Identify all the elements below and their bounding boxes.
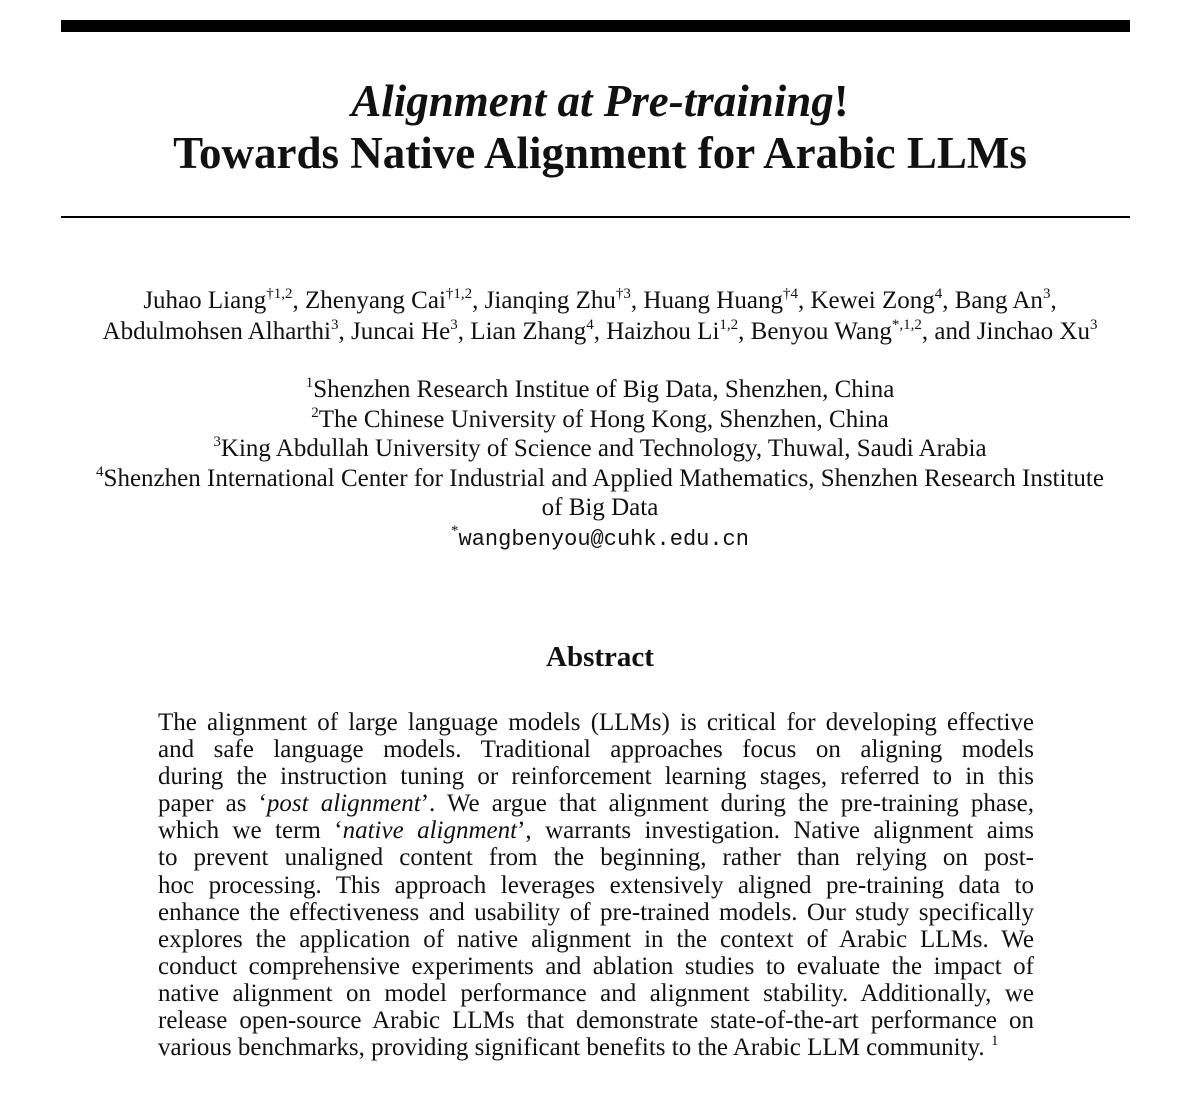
abstract-line: native alignment on model performance and alignment stability. Additionally, we: [158, 979, 1034, 1007]
title-line-1: Alignment at Pre-training!: [351, 76, 849, 126]
abstract-line: to prevent unaligned content from the beginning, rather than relying on post-: [158, 844, 1034, 872]
term-post-alignment: post alignment: [266, 790, 421, 818]
abstract-line: and safe language models. Traditional approaches focus on aligning models: [158, 736, 1034, 764]
abstract-body: [158, 709, 1034, 1061]
footnote-mark[interactable]: 1: [990, 1033, 999, 1050]
term-native-alignment: native alignment: [342, 817, 518, 845]
abstract-line: explores the application of native alignment in the context of Arabic LLMs. We: [158, 925, 1034, 953]
author-line-1: Juhao Liang$^{\dagger 1,2}$, Zhenyang Cai$^{\dagger 1,2}$, Jianqing Zhu$^{\dagger 3}$, Huang Huang$^{\dagger 4}$, Kewei Zong$^4$, Bang An$^3$,: [143, 286, 1057, 314]
title-rule: [61, 216, 1130, 218]
abstract-line: conduct comprehensive experiments and ablation studies to evaluate the impact of: [158, 952, 1034, 980]
affiliation-4: $^4$Shenzhen International Center for Industrial and Applied Mathematics, Shenzhen Research Institute: [96, 463, 1104, 492]
contact-email: *wangbenyou@cuhk.edu.cn: [451, 522, 749, 552]
abstract-heading: Abstract: [546, 641, 654, 673]
author-list: [0, 285, 1200, 347]
abstract-line: during the instruction tuning or reinforcement learning stages, referred to in this: [158, 763, 1034, 791]
affiliation-3: $^3$King Abdullah University of Science and Technology, Thuwal, Saudi Arabia: [213, 434, 987, 462]
abstract-line: release open-source Arabic LLMs that demonstrate state-of-the-art performance on: [158, 1007, 1034, 1035]
affiliations: [0, 375, 1200, 554]
affiliation-4-continued: of Big Data: [541, 494, 659, 521]
abstract-line: which we term ‘native alignment’, warrants investigation. Native alignment aims: [158, 817, 1034, 845]
affiliation-1: $^1$Shenzhen Research Institue of Big Data, Shenzhen, China: [305, 375, 895, 403]
top-rule: [61, 20, 1130, 32]
abstract-line: various benchmarks, providing significant benefits to the Arabic LLM community. $^1$: [158, 1033, 999, 1062]
abstract-line: The alignment of large language models (LLMs) is critical for developing effective: [158, 709, 1034, 736]
title-line-2: Towards Native Alignment for Arabic LLMs: [173, 128, 1027, 178]
paper-title: [0, 75, 1200, 179]
abstract-line: enhance the effectiveness and usability of pre-trained models. Our study specifically: [158, 898, 1034, 926]
abstract-line: hoc processing. This approach leverages extensively aligned pre-training data to: [158, 871, 1034, 899]
abstract-line: paper as ‘post alignment’. We argue that alignment during the pre-training phase,: [158, 790, 1035, 818]
author-line-2: Abdulmohsen Alharthi$^3$, Juncai He$^3$, Lian Zhang$^4$, Haizhou Li$^{1,2}$, Benyou Wang$^{*,1,2}$, and Jinchao Xu$^3$: [102, 317, 1098, 345]
email-link[interactable]: wangbenyou@cuhk.edu.cn: [458, 526, 749, 552]
affiliation-2: $^2$The Chinese University of Hong Kong, Shenzhen, China: [311, 404, 889, 433]
